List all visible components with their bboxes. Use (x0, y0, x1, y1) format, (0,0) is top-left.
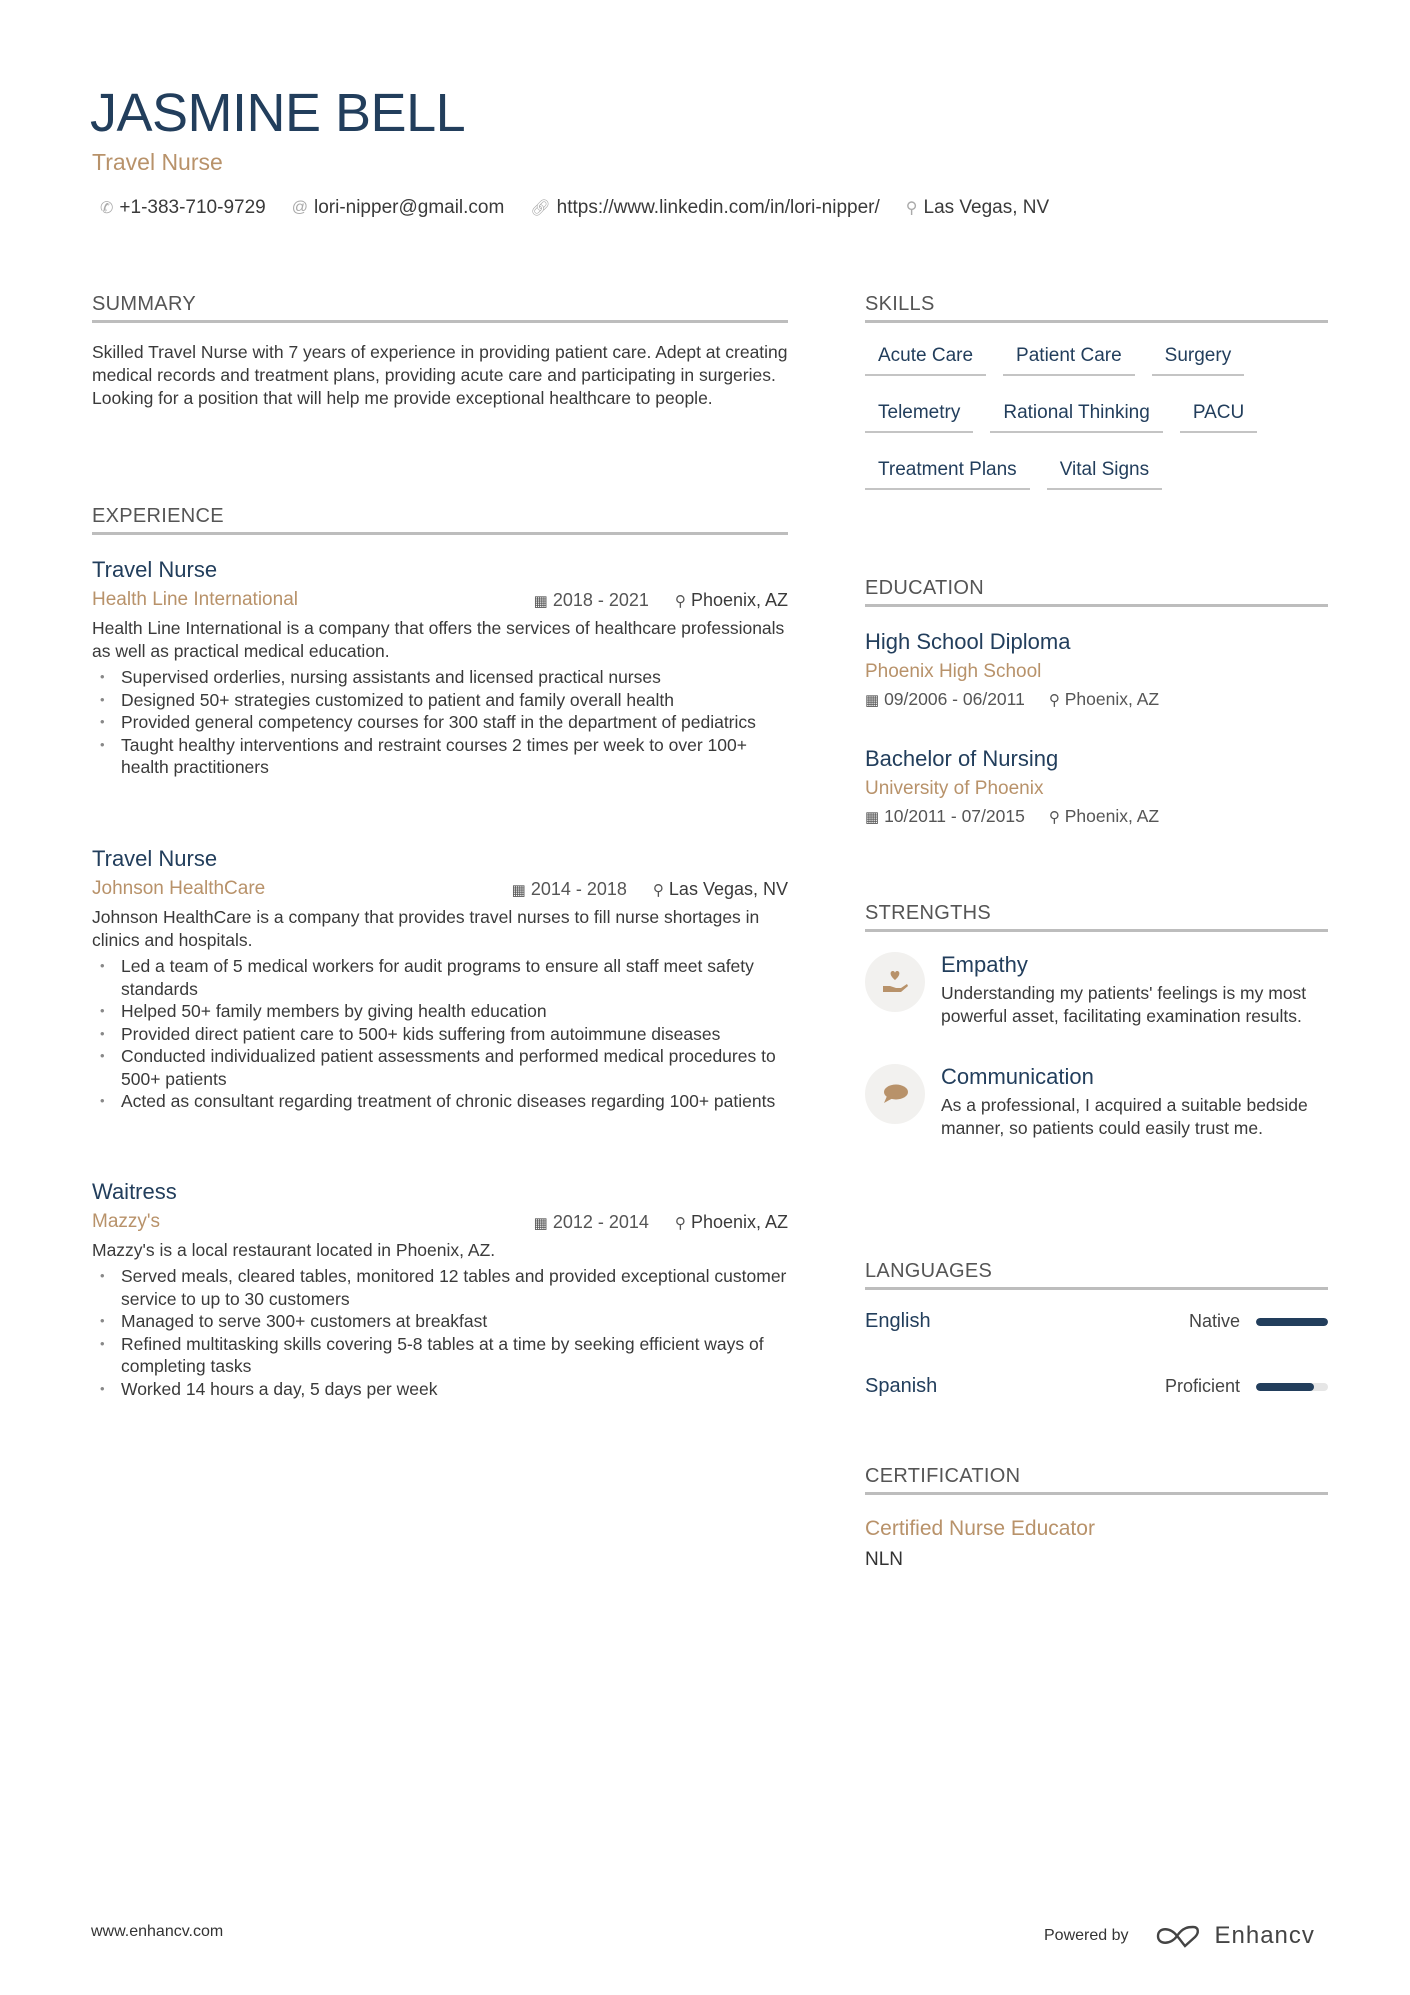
job-bullet: • Provided general competency courses for 300 staff in the department of pediatrics (92, 711, 788, 734)
language-proficiency-fill (1256, 1383, 1314, 1391)
candidate-name: JASMINE BELL (90, 83, 466, 143)
job-meta-row (92, 589, 788, 611)
language-name: Spanish (865, 1375, 938, 1397)
job-description: Mazzy's is a local restaurant located in Phoenix, AZ. (92, 1240, 496, 1260)
powered-by-label: Powered by (1044, 1927, 1129, 1944)
education-list (865, 629, 1328, 827)
skill-tag: Treatment Plans (865, 455, 1030, 490)
certification-issuer: NLN (865, 1549, 904, 1570)
job-bullet: • Supervised orderlies, nursing assistants and licensed practical nurses (92, 666, 788, 689)
education-entry (865, 629, 1328, 710)
edu-dates-wrap (865, 689, 1025, 710)
skill-tag: Acute Care (865, 341, 986, 376)
job-title: Travel Nurse (92, 846, 218, 871)
language-proficiency-bar (1256, 1383, 1328, 1391)
certification-section (865, 1465, 1328, 1571)
languages-section (865, 1260, 1328, 1398)
education-entry (865, 746, 1328, 827)
job-location-wrap (675, 1212, 788, 1233)
job-bullet: • Helped 50+ family members by giving health education (92, 1000, 788, 1023)
job-description: Health Line International is a company that offers the services of healthcare professionals as well as practical medical education. (92, 618, 785, 661)
job-bullet: • Worked 14 hours a day, 5 days per week (92, 1378, 788, 1401)
contact-location (906, 197, 1049, 219)
skill-tag: Rational Thinking (990, 398, 1162, 433)
job-bullets (92, 955, 788, 1113)
edu-dates-wrap (865, 806, 1025, 827)
job-location-wrap (653, 879, 788, 900)
strength-text: As a professional, I acquired a suitable bedside manner, so patients could easily trust me. (941, 1095, 1308, 1138)
strength-entry (865, 952, 1328, 1028)
degree: Bachelor of Nursing (865, 746, 1059, 771)
section-heading: LANGUAGES (865, 1260, 1328, 1290)
skills-section (865, 293, 1328, 490)
calendar-icon: ▦ (533, 1214, 548, 1232)
location-icon: ⚲ (1048, 809, 1060, 826)
language-proficiency-fill (1256, 1318, 1328, 1326)
job-entry (92, 846, 788, 1113)
edu-location: Phoenix, AZ (1064, 689, 1160, 709)
company-name: Health Line International (92, 589, 298, 610)
contact-linkedin[interactable] (530, 197, 879, 219)
linkedin-text: https://www.linkedin.com/in/lori-nipper/ (556, 197, 880, 218)
job-meta-row (92, 1211, 788, 1233)
job-bullet: • Refined multitasking skills covering 5-8 tables at a time by seeking efficient ways of completing tasks (92, 1333, 788, 1378)
job-location: Las Vegas, NV (668, 878, 788, 899)
candidate-title: Travel Nurse (92, 149, 223, 175)
contact-phone[interactable] (100, 197, 266, 219)
company-name: Mazzy's (92, 1211, 161, 1232)
job-dates-wrap (512, 879, 627, 900)
section-heading: CERTIFICATION (865, 1465, 1328, 1495)
skill-tag: Surgery (1152, 341, 1245, 376)
edu-dates: 10/2011 - 07/2015 (884, 806, 1025, 826)
location-icon: ⚲ (1048, 692, 1060, 709)
skill-tag: Vital Signs (1047, 455, 1162, 490)
job-bullet: • Led a team of 5 medical workers for audit programs to ensure all staff meet safety standards (92, 955, 788, 1000)
company-name: Johnson HealthCare (92, 878, 266, 899)
location-icon: ⚲ (674, 592, 686, 610)
speech-bubble-icon (865, 1064, 925, 1124)
calendar-icon: ▦ (865, 692, 880, 709)
language-level: Proficient (1164, 1376, 1240, 1396)
location-icon: ⚲ (652, 881, 664, 899)
section-heading: EDUCATION (865, 577, 1328, 607)
job-dates: 2018 - 2021 (552, 589, 649, 610)
heart-hand-icon (865, 952, 925, 1012)
job-location: Phoenix, AZ (690, 1211, 788, 1232)
language-level: Native (1188, 1311, 1240, 1331)
section-heading: SUMMARY (92, 293, 788, 323)
summary-section (92, 293, 788, 410)
language-entry (865, 1375, 1328, 1398)
job-bullet: • Provided direct patient care to 500+ kids suffering from autoimmune diseases (92, 1023, 788, 1046)
edu-location-wrap (1049, 689, 1159, 710)
job-meta (512, 879, 788, 900)
footer-website[interactable]: www.enhancv.com (91, 1923, 224, 1940)
language-name: English (865, 1310, 931, 1332)
phone-text: +1-383-710-9729 (119, 197, 266, 218)
strength-title: Communication (941, 1064, 1094, 1089)
job-dates-wrap (534, 590, 649, 611)
strengths-list (865, 952, 1328, 1140)
job-title: Waitress (92, 1179, 177, 1204)
location-text: Las Vegas, NV (923, 197, 1050, 218)
strength-text: Understanding my patients' feelings is my most powerful asset, facilitating examination results. (941, 983, 1307, 1026)
job-dates-wrap (534, 1212, 649, 1233)
skill-tag: Telemetry (865, 398, 973, 433)
job-location: Phoenix, AZ (690, 589, 788, 610)
section-heading: EXPERIENCE (92, 505, 788, 535)
job-entry (92, 1179, 788, 1400)
job-bullet: • Designed 50+ strategies customized to patient and family overall health (92, 689, 788, 712)
job-bullet: • Served meals, cleared tables, monitored 12 tables and provided exceptional customer service to up to 30 customers (92, 1265, 788, 1310)
job-location-wrap (675, 590, 788, 611)
school: Phoenix High School (865, 661, 1042, 682)
job-meta (534, 1212, 788, 1233)
location-icon: ⚲ (674, 1214, 686, 1232)
strengths-section (865, 902, 1328, 1140)
language-entry (865, 1310, 1328, 1333)
job-bullet: • Taught healthy interventions and restraint courses 2 times per week to over 100+ health practitioners (92, 734, 788, 779)
job-dates: 2012 - 2014 (552, 1211, 649, 1232)
job-bullet: • Conducted individualized patient assessments and performed medical procedures to 500+ patients (92, 1045, 788, 1090)
skill-tag: PACU (1180, 398, 1257, 433)
calendar-icon: ▦ (865, 809, 880, 826)
link-icon: 🔗︎ (530, 200, 551, 217)
section-heading: SKILLS (865, 293, 1328, 323)
job-title: Travel Nurse (92, 557, 218, 582)
email-text: lori-nipper@gmail.com (313, 197, 505, 218)
degree: High School Diploma (865, 629, 1071, 654)
location-icon: ⚲ (905, 200, 918, 217)
enhancv-brand: Enhancv (1214, 1922, 1315, 1949)
edu-dates: 09/2006 - 06/2011 (884, 689, 1025, 709)
calendar-icon: ▦ (511, 881, 526, 899)
summary-text: Skilled Travel Nurse with 7 years of experience in providing patient care. Adept at creating medical records and treatment plans, providing acute care and participating in surgeries. Looking for a position that will help me provide exceptional healthcare to people. (92, 342, 788, 408)
job-meta-row (92, 878, 788, 900)
skills-list (865, 341, 1328, 490)
job-dates: 2014 - 2018 (530, 878, 627, 899)
at-icon: @ (291, 199, 308, 216)
job-bullet: • Acted as consultant regarding treatment of chronic diseases regarding 100+ patients (92, 1090, 788, 1113)
language-proficiency-bar (1256, 1318, 1328, 1326)
job-entry (92, 557, 788, 779)
enhancv-logo[interactable] (1155, 1922, 1315, 1950)
job-bullet: • Managed to serve 300+ customers at breakfast (92, 1310, 788, 1333)
certification-title: Certified Nurse Educator (865, 1517, 1095, 1540)
edu-location-wrap (1049, 806, 1159, 827)
strength-title: Empathy (941, 952, 1028, 977)
phone-icon: ✆ (100, 200, 114, 217)
section-heading: STRENGTHS (865, 902, 1328, 932)
languages-list (865, 1310, 1328, 1398)
contact-bar (100, 197, 1049, 219)
enhancv-logo-icon (1155, 1923, 1203, 1949)
calendar-icon: ▦ (533, 592, 548, 610)
education-section (865, 577, 1328, 827)
edu-location: Phoenix, AZ (1064, 806, 1160, 826)
job-description: Johnson HealthCare is a company that provides travel nurses to fill nurse shortages in clinics and hospitals. (92, 907, 760, 950)
school: University of Phoenix (865, 778, 1044, 799)
job-bullets (92, 666, 788, 779)
experience-section (92, 505, 788, 535)
contact-email[interactable] (292, 197, 505, 219)
footer-branding (1044, 1922, 1315, 1950)
skill-tag: Patient Care (1003, 341, 1135, 376)
strength-entry (865, 1064, 1328, 1140)
job-bullets (92, 1265, 788, 1400)
job-meta (534, 590, 788, 611)
